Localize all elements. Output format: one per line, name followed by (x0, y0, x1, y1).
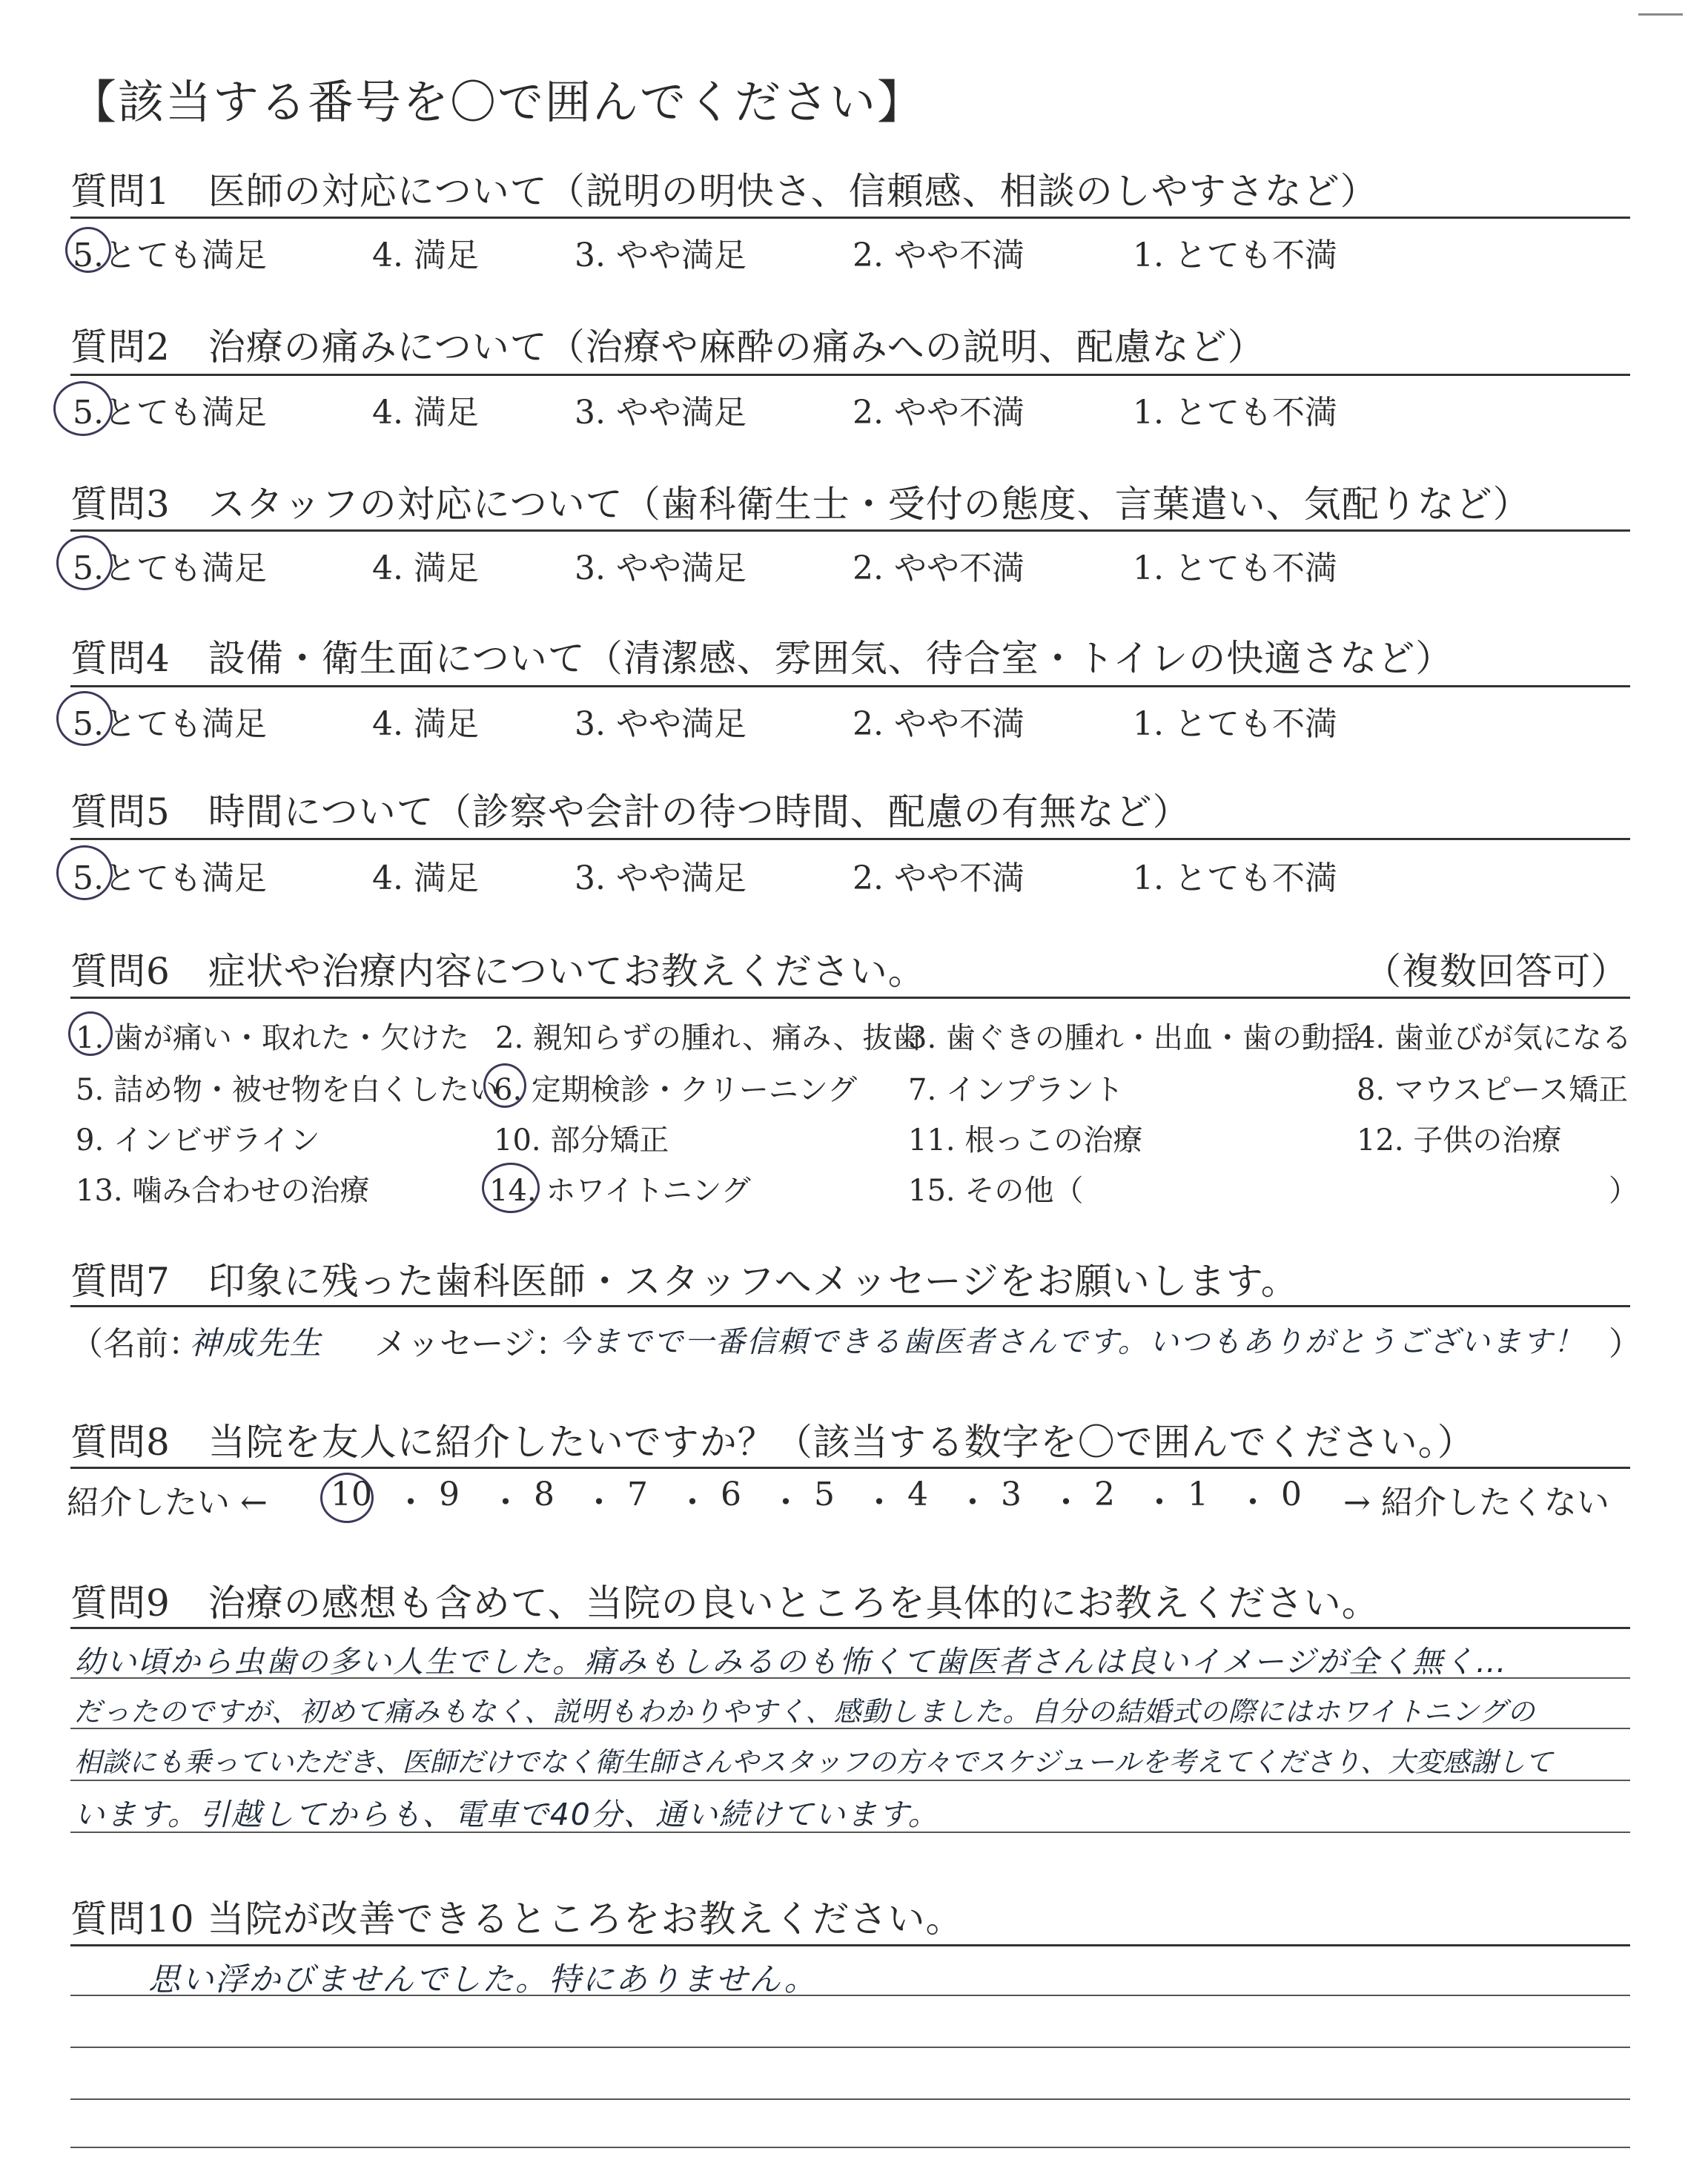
q4-option-3[interactable]: 3. やや満足 (575, 705, 747, 743)
q6-rule (70, 997, 1630, 999)
q6-option-1[interactable]: 1. 歯が痛い・取れた・欠けた (76, 1021, 469, 1055)
q6-option-13[interactable]: 13. 噛み合わせの治療 (76, 1174, 370, 1208)
q5-rule (70, 838, 1630, 840)
q1-rule (70, 217, 1630, 219)
q8-dot: ・ (1143, 1484, 1176, 1522)
q8-score-2[interactable]: 2 (1094, 1476, 1115, 1513)
q1-option-4[interactable]: 4. 満足 (372, 237, 479, 274)
q8-score-9[interactable]: 9 (439, 1476, 460, 1513)
q8-dot: ・ (583, 1484, 615, 1522)
q10-label: 質問10 当院が改善できるところをお教えください。 (70, 1898, 964, 1941)
q4-label: 質問4 設備・衛生面について（清潔感、雰囲気、待合室・トイレの快適さなど） (70, 637, 1454, 680)
q7-name-label: （名前： (70, 1325, 201, 1363)
q10-rule-3 (70, 2098, 1630, 2100)
q8-dot: ・ (1237, 1484, 1269, 1522)
q2-option-2[interactable]: 2. やや不満 (853, 394, 1025, 432)
q8-label: 質問8 当院を友人に紹介したいですか？（該当する数字を〇で囲んでください。） (70, 1421, 1475, 1464)
q6-option-9[interactable]: 9. インビザライン (76, 1123, 320, 1157)
q6-option-4[interactable]: 4. 歯並びが気になる (1357, 1021, 1632, 1055)
q8-score-8[interactable]: 8 (534, 1476, 555, 1513)
q3-option-4[interactable]: 4. 満足 (372, 549, 479, 587)
q10-answer-line-1[interactable]: 思い浮かびませんでした。特にありません。 (148, 1961, 818, 1998)
q5-option-4[interactable]: 4. 満足 (372, 859, 479, 897)
q9-answer-line-4[interactable]: います。引越してからも、電車で40分、通い続けています。 (74, 1797, 940, 1832)
q6-option-10[interactable]: 10. 部分矯正 (494, 1123, 669, 1157)
q6-option-6[interactable]: 6. 定期検診・クリーニング (494, 1073, 858, 1107)
q10-rule-2 (70, 2047, 1630, 2048)
q6-option-5[interactable]: 5. 詰め物・被せ物を白くしたい (76, 1073, 499, 1107)
q7-label: 質問7 印象に残った歯科医師・スタッフへメッセージをお願いします。 (70, 1260, 1299, 1303)
q8-score-10[interactable]: 10 (331, 1476, 372, 1513)
q8-dot: ・ (863, 1484, 896, 1522)
q1-option-3[interactable]: 3. やや満足 (575, 237, 747, 274)
page-title: 【該当する番号を〇で囲んでください】 (70, 75, 925, 129)
q8-score-7[interactable]: 7 (627, 1476, 648, 1513)
q6-option-2[interactable]: 2. 親知らずの腫れ、痛み、抜歯 (495, 1021, 922, 1055)
q6-note: （複数回答可） (1364, 950, 1629, 993)
q4-option-5[interactable]: 5.とても満足 (73, 705, 267, 743)
q2-rule (70, 374, 1630, 376)
q8-score-4[interactable]: 4 (907, 1476, 928, 1513)
q8-dot: ・ (769, 1484, 802, 1522)
q7-name-value[interactable]: 神成先生 (189, 1325, 322, 1362)
q8-score-5[interactable]: 5 (814, 1476, 835, 1513)
q5-option-5[interactable]: 5.とても満足 (73, 859, 267, 897)
q6-option-7[interactable]: 7. インプラント (908, 1073, 1124, 1107)
q3-option-3[interactable]: 3. やや満足 (575, 549, 747, 587)
q7-rule (70, 1305, 1630, 1307)
q6-option-14[interactable]: 14. ホワイトニング (489, 1174, 751, 1208)
q5-option-1[interactable]: 1. とても不満 (1133, 859, 1337, 897)
q6-option-12[interactable]: 12. 子供の治療 (1357, 1123, 1562, 1157)
q8-score-0[interactable]: 0 (1281, 1476, 1302, 1513)
q4-rule (70, 685, 1630, 687)
q6-option-3[interactable]: 3. 歯ぐきの腫れ・出血・歯の動揺 (908, 1021, 1361, 1055)
q4-option-4[interactable]: 4. 満足 (372, 705, 479, 743)
q9-answer-line-1[interactable]: 幼い頃から虫歯の多い人生でした。痛みもしみるのも怖くて歯医者さんは良いイメージが全く無く… (74, 1644, 1508, 1680)
q2-label: 質問2 治療の痛みについて（治療や麻酔の痛みへの説明、配慮など） (70, 326, 1265, 369)
q5-option-2[interactable]: 2. やや不満 (853, 859, 1025, 897)
q2-option-1[interactable]: 1. とても不満 (1133, 394, 1337, 432)
q3-rule (70, 529, 1630, 532)
q6-label: 質問6 症状や治療内容についてお教えください。 (70, 950, 926, 993)
q8-score-1[interactable]: 1 (1188, 1476, 1208, 1513)
q9-label: 質問9 治療の感想も含めて、当院の良いところを具体的にお教えください。 (70, 1582, 1380, 1625)
q6-option-11[interactable]: 11. 根っこの治療 (908, 1123, 1143, 1157)
q8-score-3[interactable]: 3 (1001, 1476, 1022, 1513)
q8-dot: ・ (394, 1484, 427, 1522)
q1-label: 質問1 医師の対応について（説明の明快さ、信頼感、相談のしやすさなど） (70, 170, 1378, 213)
q9-answer-line-3[interactable]: 相談にも乗っていただき、医師だけでなく衛生師さんやスタッフの方々でスケジュールを考えてくださり、大変感謝して (74, 1746, 1553, 1778)
q10-rule-4 (70, 2147, 1630, 2148)
scan-edge-mark (1638, 13, 1683, 16)
q1-option-2[interactable]: 2. やや不満 (853, 237, 1025, 274)
q9-rule-3 (70, 1780, 1630, 1781)
q3-option-5[interactable]: 5.とても満足 (73, 549, 267, 587)
q8-dot: ・ (956, 1484, 989, 1522)
q3-option-2[interactable]: 2. やや不満 (853, 549, 1025, 587)
q4-option-1[interactable]: 1. とても不満 (1133, 705, 1337, 743)
q2-option-5[interactable]: 5.とても満足 (73, 394, 267, 432)
q8-right-label: → 紹介したくない (1343, 1484, 1609, 1522)
q7-message-value[interactable]: 今までで一番信頼できる歯医者さんです。いつもありがとうございます！ (560, 1325, 1585, 1359)
q8-dot: ・ (489, 1484, 522, 1522)
q7-message-label: メッセージ： (374, 1325, 569, 1363)
q1-option-1[interactable]: 1. とても不満 (1133, 237, 1337, 274)
q6-option-15[interactable]: 15. その他（ (908, 1174, 1084, 1208)
q5-label: 質問5 時間について（診察や会計の待つ時間、配慮の有無など） (70, 790, 1191, 833)
q10-rule-0 (70, 1944, 1630, 1946)
q1-option-5[interactable]: 5.とても満足 (73, 237, 267, 274)
q7-close: ） (1609, 1325, 1641, 1363)
q9-answer-line-2[interactable]: だったのですが、初めて痛みもなく、説明もわかりやすく、感動しました。自分の結婚式の際にはホワイトニングの (74, 1696, 1536, 1728)
q3-option-1[interactable]: 1. とても不満 (1133, 549, 1337, 587)
q2-option-4[interactable]: 4. 満足 (372, 394, 479, 432)
q9-rule-0 (70, 1627, 1630, 1629)
q2-option-3[interactable]: 3. やや満足 (575, 394, 747, 432)
q8-dot: ・ (676, 1484, 709, 1522)
q8-rule (70, 1467, 1630, 1469)
q8-left-label: 紹介したい ← (67, 1484, 268, 1522)
q8-dot: ・ (1050, 1484, 1082, 1522)
q3-label: 質問3 スタッフの対応について（歯科衛生士・受付の態度、言葉遣い、気配りなど） (70, 483, 1531, 526)
q4-option-2[interactable]: 2. やや不満 (853, 705, 1025, 743)
q5-option-3[interactable]: 3. やや満足 (575, 859, 747, 897)
q8-score-6[interactable]: 6 (721, 1476, 741, 1513)
q6-option-8[interactable]: 8. マウスピース矯正 (1357, 1073, 1629, 1107)
q6-option-15-close: ） (1609, 1174, 1638, 1208)
